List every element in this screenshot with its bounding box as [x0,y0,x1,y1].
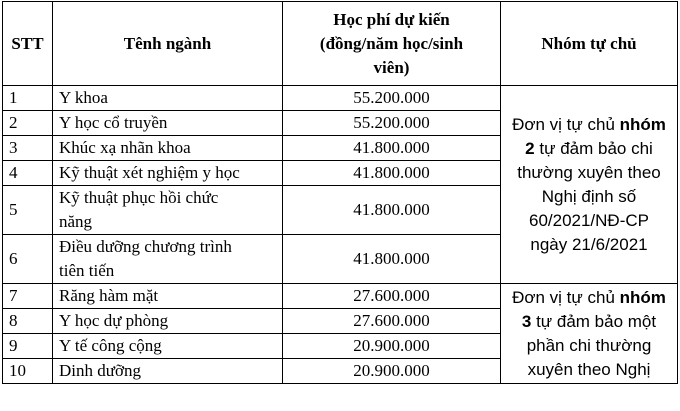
row-stt: 5 [3,186,53,235]
group2-bold-nhom: nhóm [619,114,666,134]
row-tuition: 20.900.000 [283,359,501,384]
autonomy-group-3-cell [501,284,678,384]
header-stt: STT [3,2,53,86]
group2-line3: thường xuyên theo [517,162,661,182]
row-major-name-line1: Kỹ thuật phục hồi chức [59,188,219,207]
row-major-name: Y học dự phòng [53,309,283,334]
row-major-name: Khúc xạ nhãn khoa [53,136,283,161]
group2-line2: tự đảm bảo chi [534,138,653,158]
row-stt: 1 [3,86,53,111]
row-stt: 9 [3,334,53,359]
row-stt: 8 [3,309,53,334]
table-row [3,86,678,111]
header-major-name: Tênh ngành [53,2,283,86]
row-tuition: 41.800.000 [283,136,501,161]
row-tuition: 27.600.000 [283,284,501,309]
header-tuition-line1: Học phí dự kiến [333,9,450,29]
row-stt: 6 [3,235,53,284]
table-row [3,284,678,309]
row-stt: 10 [3,359,53,384]
row-tuition: 41.800.000 [283,161,501,186]
row-tuition: 20.900.000 [283,334,501,359]
row-major-name: Dinh dưỡng [53,359,283,384]
header-autonomy-group: Nhóm tự chủ [501,2,678,86]
row-stt: 4 [3,161,53,186]
group2-line4: Nghị định số [541,186,637,206]
row-major-name: Y tế công cộng [53,334,283,359]
row-stt: 7 [3,284,53,309]
row-tuition: 41.800.000 [283,235,501,284]
group2-bold-number: 2 [525,138,535,158]
group3-bold-number: 3 [521,311,532,331]
group2-line6: ngày 21/6/2021 [530,234,648,254]
row-stt: 3 [3,136,53,161]
row-tuition: 41.800.000 [283,186,501,235]
group2-prefix: Đơn vị tự chủ [512,114,620,134]
row-major-name: Kỹ thuật xét nghiệm y học [53,161,283,186]
row-major-name: Răng hàm mặt [53,284,283,309]
group3-line3: phần chi thường [526,335,652,355]
group2-line5: 60/2021/NĐ-CP [528,210,649,230]
row-major-name: Y khoa [53,86,283,111]
header-tuition-line3: viên) [373,57,410,77]
group3-bold-nhom: nhóm [619,287,666,307]
row-major-name-line2: năng [59,212,93,231]
tuition-table [2,1,678,384]
header-row [3,2,678,86]
row-stt: 2 [3,111,53,136]
group3-line2: tự đảm bảo một [531,311,657,331]
row-tuition: 55.200.000 [283,86,501,111]
autonomy-group-2-cell [501,86,678,284]
row-tuition: 55.200.000 [283,111,501,136]
row-major-name [53,186,283,235]
group3-line4: xuyên theo Nghị [527,359,651,379]
row-major-name-line1: Điều dưỡng chương trình [59,237,232,256]
header-tuition [283,2,501,86]
group3-prefix: Đơn vị tự chủ [512,287,620,307]
row-major-name: Y học cổ truyền [53,111,283,136]
row-tuition: 27.600.000 [283,309,501,334]
header-tuition-line2: (đồng/năm học/sinh [319,33,464,53]
row-major-name-line2: tiên tiến [59,261,115,280]
row-major-name [53,235,283,284]
